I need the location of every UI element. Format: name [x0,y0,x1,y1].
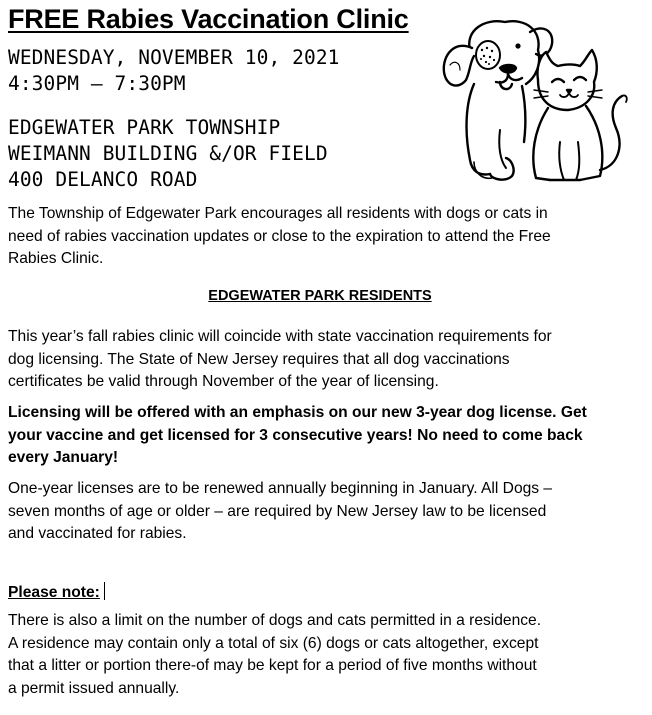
licensing-line-3: every January! [8,449,119,466]
licensing-line-1: Licensing will be offered with an emphasis on our new 3-year dog license. Get [8,404,587,421]
limit-line-3: that a litter or portion there-of may be kept for a period of five months without [8,657,537,674]
clinic-line-2: dog licensing. The State of New Jersey requires that all dog vaccinations [8,350,510,368]
note-heading [8,582,105,602]
section-heading: EDGEWATER PARK RESIDENTS [208,288,432,304]
text-cursor [104,582,105,600]
renewal-line-3: and vaccinated for rabies. [8,525,187,542]
intro-line-2: need of rabies vaccination updates or close to the expiration to attend the Free [8,227,551,245]
location-line-3: 400 DELANCO ROAD [8,168,198,191]
limit-line-2: A residence may contain only a total of six (6) dogs or cats altogether, except [8,634,539,652]
event-date: WEDNESDAY, NOVEMBER 10, 2021 [8,46,340,69]
licensing-line-2: your vaccine and get licensed for 3 consecutive years! No need to come back [8,426,583,444]
intro-line-1: The Township of Edgewater Park encourages all residents with dogs or cats in [8,205,548,222]
note-heading-text: Please note: [8,584,100,601]
event-time: 4:30PM – 7:30PM [8,72,186,95]
clinic-line-1: This year’s fall rabies clinic will coincide with state vaccination requirements for [8,328,552,345]
renewal-line-1: One-year licenses are to be renewed annually beginning in January. All Dogs – [8,480,553,497]
clinic-paragraph [8,326,648,394]
licensing-paragraph [8,402,648,470]
flyer-title: FREE Rabies Vaccination Clinic [8,4,409,34]
renewal-line-2: seven months of age or older – are required by New Jersey law to be licensed [8,502,547,520]
intro-line-3: Rabies Clinic. [8,250,104,267]
location-line-1: EDGEWATER PARK TOWNSHIP [8,116,281,139]
dog-and-cat-illustration [430,10,630,190]
renewal-paragraph [8,478,648,546]
limit-paragraph [8,610,648,700]
location-line-2: WEIMANN BUILDING &/OR FIELD [8,142,328,165]
limit-line-4: a permit issued annually. [8,679,180,697]
limit-line-1: There is also a limit on the number of dogs and cats permitted in a residence. [8,612,542,629]
intro-paragraph [8,203,648,271]
clinic-line-3: certificates be valid through November of the year of licensing. [8,373,439,390]
